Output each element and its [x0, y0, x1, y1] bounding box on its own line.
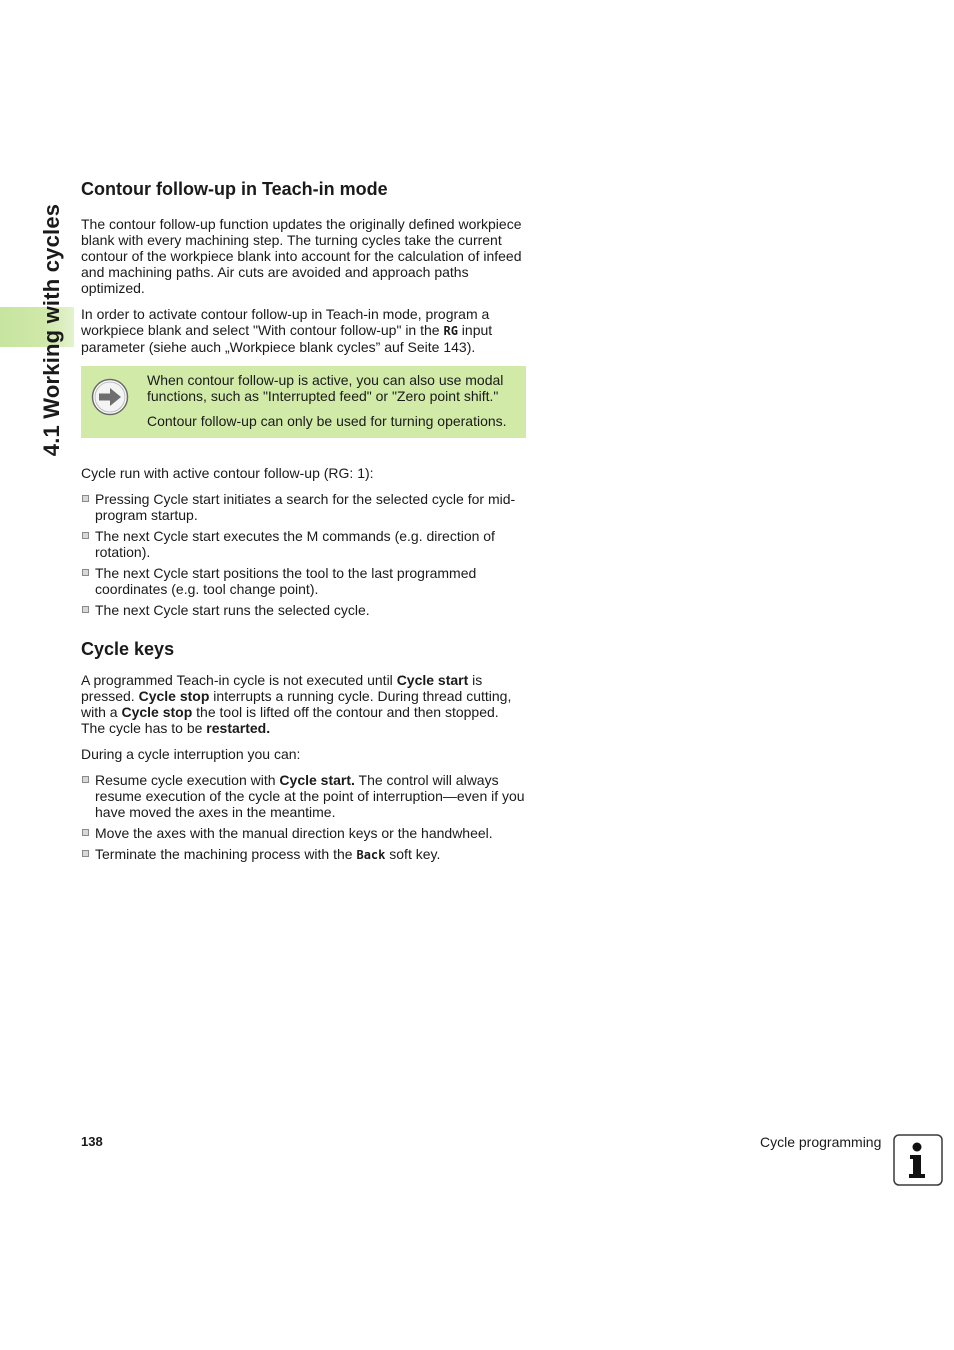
bullet-square-icon — [82, 495, 89, 502]
soft-key-code: Back — [356, 848, 386, 862]
main-content — [81, 178, 526, 863]
bullet-square-icon — [82, 606, 89, 613]
bullet-square-icon — [82, 569, 89, 576]
chapter-label: 4.1 Working with cycles — [39, 203, 64, 457]
page-number: 138 — [81, 1134, 103, 1149]
paragraph-run-intro: Cycle run with active contour follow-up (RG: 1): — [81, 465, 374, 481]
list-item: Resume cycle execution with Cycle start. The control will always resume execution of the cycle at the point of interruption—even if you have moved the axes in the meantime. — [81, 772, 526, 820]
note-text — [147, 372, 521, 429]
paragraph-cycle-keys: A programmed Teach-in cycle is not executed until Cycle start is pressed. Cycle stop interrupts a running cycle. During thread cutting, with a Cycle stop the tool is lifted off the contour and then stopped. The cycle has to be restarted. — [81, 672, 512, 736]
paragraph-activate — [81, 306, 526, 355]
list-item: The next Cycle start executes the M commands (e.g. direction of rotation). — [81, 528, 526, 560]
note-box — [81, 366, 526, 438]
bullet-square-icon — [82, 532, 89, 539]
arrow-right-icon — [91, 378, 129, 416]
text: In order to activate contour follow-up in Teach-in mode, program a workpiece blank and select "With contour follow-up" in the — [81, 306, 490, 338]
info-icon — [893, 1134, 943, 1186]
section-heading-cycle-keys: Cycle keys — [81, 639, 175, 659]
bullet-list — [81, 491, 526, 618]
parameter-code: RG — [443, 324, 458, 338]
note-line: Contour follow-up can only be used for turning operations. — [147, 413, 507, 429]
bullet-square-icon — [82, 829, 89, 836]
note-line: When contour follow-up is active, you can also use modal functions, such as "Interrupted feed" or "Zero point shift." — [147, 372, 504, 404]
bullet-list-interruption — [81, 772, 526, 863]
list-item: The next Cycle start runs the selected cycle. — [81, 602, 526, 618]
paragraph-interruption: During a cycle interruption you can: — [81, 746, 301, 762]
paragraph: The contour follow-up function updates the originally defined workpiece blank with every machining step. The turning cycles take the current contour of the workpiece blank into account for the calculation of infeed and machining paths. Air cuts are avoided and approach paths optimized. — [81, 216, 522, 296]
section-heading-contour-follow-up: Contour follow-up in Teach-in mode — [81, 179, 388, 199]
list-item: Move the axes with the manual direction keys or the handwheel. — [81, 825, 526, 841]
bullet-square-icon — [82, 776, 89, 783]
footer-chapter-title: Cycle programming — [760, 1134, 882, 1150]
text: input parameter (siehe auch „Workpiece blank cycles” auf Seite 143). — [81, 322, 493, 355]
list-item: Terminate the machining process with the Back soft key. — [81, 846, 526, 863]
list-item: Pressing Cycle start initiates a search for the selected cycle for mid-program startup. — [81, 491, 526, 523]
list-item: The next Cycle start positions the tool to the last programmed coordinates (e.g. tool change point). — [81, 565, 526, 597]
bullet-square-icon — [82, 850, 89, 857]
